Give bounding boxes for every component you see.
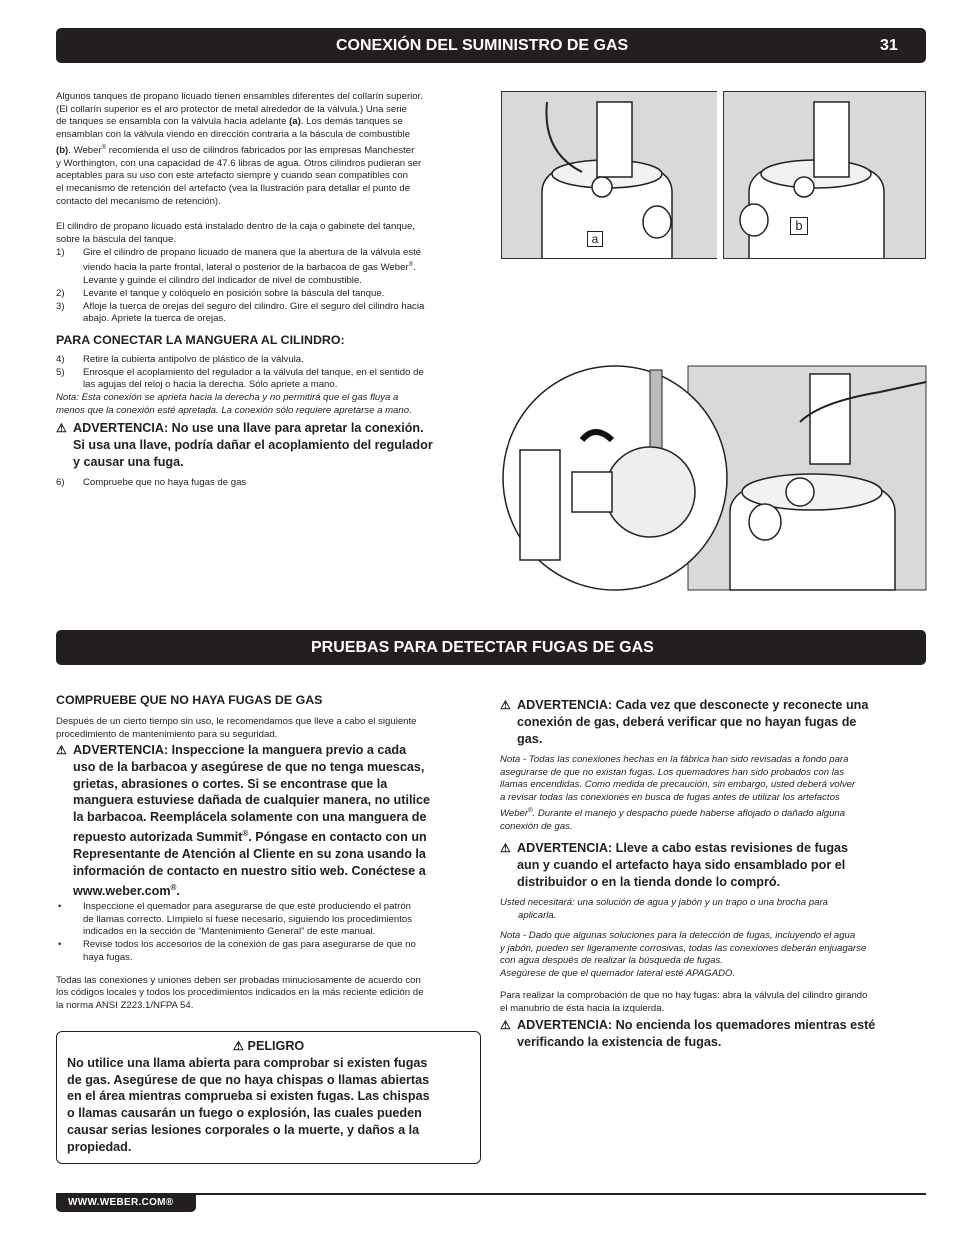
text-line: procedimiento de mantenimiento para su seguridad. [56,728,278,740]
footer-url: WWW.WEBER.COM® [68,1197,174,1208]
label-a: a [587,231,603,247]
text-line: aun y cuando el artefacto haya sido ensamblado por el [517,857,846,872]
text-line: Asegúrese de que el quemador lateral esté APAGADO. [500,968,736,980]
warning-icon: ⚠ [56,421,67,435]
text-line: y Worthington, con una capacidad de 47.6 libras de agua. Otros cilindros pudieran ser [56,157,422,169]
connect-steps [56,354,486,418]
text: Weber [500,808,529,819]
step-number: 6) [56,477,65,488]
text-line: Afloje la tuerca de orejas del seguro del cilindro. Gire el seguro del cilindro hacia [83,300,425,312]
figure-tank-valve-away [723,91,926,259]
text-line: y causar una fuga. [73,454,184,469]
step-number: 1) [56,246,65,258]
text-line: aceptables para su uso con este artefacto siempre y cuando sean compatibles con [56,170,408,182]
text-line: Compruebe que no haya fugas de gas [83,477,247,488]
text-line: Nota - Dado que algunas soluciones para la detección de fugas, incluyendo el agua [500,930,856,941]
text-line: Todas las conexiones y uniones deben ser probadas minuciosamente de acuerdo con [56,974,421,986]
bullet: • [58,939,62,951]
text-line: y jabón, pueden ser ligeramente corrosivas, todas las conexiones deberán enjuagarse [500,942,867,954]
text: de tanques se ensambla con la válvula hacia adelante [56,116,290,128]
step-4 [56,354,486,367]
warning-dealer-assembled [500,840,926,890]
text-line: causar serias lesiones corporales o la muerte, y daños a la [67,1122,420,1137]
registered-mark: ® [101,144,107,151]
section-header-gas-connection [56,28,926,63]
website-text: www.weber.com [73,883,171,898]
note-line: menos que la conexión esté apretada. La conexión sólo requiere apretarse a mano. [56,404,412,416]
text-line: Inspeccione el quemador para asegurarse de que esté produciendo el patrón [83,901,412,912]
text-line: Algunos tanques de propano licuado tienen ensambles diferentes del collarín superior. [56,91,423,102]
text-line: de llamas correcto. Límpielo si fuese necesario, siguiendo los procedimientos [83,913,413,925]
step-number: 2) [56,287,65,299]
text-line: No utilice una llama abierta para comprobar si existen fugas [67,1055,428,1070]
warning-reconnect [500,697,926,747]
warning-icon: ⚠ [500,698,511,712]
text-bold: (b) [56,145,69,156]
text-line: Si usa una llave, podría dañar el acoplamiento del regulador [73,437,433,452]
registered-mark: ® [408,262,414,269]
registered-mark: ® [170,882,177,892]
text-line [500,805,926,821]
step-1 [56,247,486,288]
text-line: conexión de gas, deberá verificar que no hayan fugas de [517,714,857,729]
text-line: asegurarse de que no existan fugas. Los quemadores han sido probados con las [500,766,845,778]
text-line: abajo. Apriete la tuerca de orejas. [83,313,226,325]
label-b: b [790,217,808,235]
step-3 [56,301,486,326]
text-line: en el área mientras comprueba si existen fugas. Las chispas [67,1089,430,1104]
text-line: información de contacto en nuestro sitio web. Conéctese a [73,863,426,878]
text-bold: (a) [289,116,301,128]
text: . [413,262,416,274]
text-line: Retire la cubierta antipolvo de plástico de la válvula. [83,354,304,365]
registered-mark: ® [242,828,249,838]
footer-website-tab [56,1193,196,1212]
text-line: la norma ANSI Z223.1/NFPA 54. [56,999,194,1011]
text-line: manguera estuviese dañada de cualquier manera, no utilice [73,793,430,808]
text-line: Revise todos los accesorios de la conexión de gas para asegurarse de que no [83,939,416,951]
page-number: 31 [880,37,898,54]
text-line: ensamblan con la válvula viendo en dirección contraria a la báscula de combustible [56,129,411,141]
bullet-item [56,939,486,964]
step-6 [56,477,486,490]
you-will-need [500,897,926,922]
text-line: ADVERTENCIA: Inspeccione la manguera previo a cada [73,743,407,757]
text-line: ADVERTENCIA: Lleve a cabo estas revisiones de fugas [517,841,849,855]
registered-mark: ® [528,807,533,814]
warning-icon: ⚠ [56,743,67,757]
intro-text [56,91,486,326]
text: . Weber [68,145,102,156]
corrosive-note [500,930,926,981]
text-line: ADVERTENCIA: No use una llave para apretar la conexión. [73,421,424,435]
text: PELIGRO [247,1039,305,1053]
text-line: la barbacoa. Reemplácela solamente con una manguera de [73,810,427,825]
text-line: contacto del mecanismo de retención). [56,195,221,207]
warning-icon: ⚠ [500,1018,511,1032]
text-line: Para realizar la comprobación de que no hay fugas: abra la válvula del cilindro girando [500,990,868,1001]
text-line: gas. [517,731,543,746]
check-leaks-intro [56,716,486,741]
text-line: Levante el tanque y colóquelo en posición sobre la báscula del tanque. [83,287,385,299]
leak-check-instructions [500,990,926,1015]
step-2 [56,288,486,301]
text-line: las agujas del reloj o hacia la derecha. Sólo apriete a mano. [83,379,338,391]
text-line: indicados en la sección de “Mantenimiento General” de este manual. [83,926,376,938]
section-title: CONEXIÓN DEL SUMINISTRO DE GAS [336,37,629,54]
section-title: PRUEBAS PARA DETECTAR FUGAS DE GAS [311,639,654,656]
text-line [83,259,421,275]
bullet-item [56,901,486,939]
text-line: grietas, abrasiones o cortes. Si se encontrase que la [73,776,388,791]
text-line: Nota - Todas las conexiones hechas en la fábrica han sido revisadas a fondo para [500,754,849,765]
factory-note [500,754,926,833]
text: recomienda el uso de cilindros fabricados por las empresas Manchester [106,145,415,156]
warning-icon: ⚠ [232,1039,245,1053]
text-line: uso de la barbacoa y asegúrese de que no tenga muescas, [73,759,425,774]
text-line: Enrosque el acoplamiento del regulador a la válvula del tanque, en el sentido de [83,366,424,378]
warning-no-wrench [56,420,486,470]
text-line: Representante de Atención al Cliente en su zona usando la [73,846,426,861]
text: . Los demás tanques se [300,116,403,128]
connect-hose-heading: PARA CONECTAR LA MANGUERA AL CILINDRO: [56,333,345,347]
warning-icon: ⚠ [500,841,511,855]
warning-no-ignite [500,1017,926,1051]
warning-inspect-hose [56,742,486,900]
text-line: propiedad. [67,1139,132,1154]
text-line: ADVERTENCIA: No encienda los quemadores mientras esté [517,1018,876,1032]
text-line: llamas encendidas. Como medida de precaución, sin embargo, usted deberá volver [500,779,856,791]
text: . Póngase en contacto con un [248,830,427,845]
text-line: los códigos locales y todos los procedimientos indicados en la más reciente edición de [56,987,424,999]
text: . Durante el manejo y despacho puede haberse aflojado o dañado alguna [532,808,846,819]
step-5 [56,367,486,392]
text-line: de gas. Asegúrese de que no haya chispas o llamas abiertas [67,1072,430,1087]
text-line: Gire el cilindro de propano licuado de manera que la abertura de la válvula esté [83,246,422,258]
tank-illustration-a [502,92,717,259]
step-number: 5) [56,366,65,378]
bullet: • [58,901,62,912]
text-line: el manubrio de ésta hacia la izquierda. [500,1002,665,1014]
text: . [176,883,180,898]
text: repuesto autorizada Summit [73,830,243,845]
step-number: 4) [56,354,65,365]
figure-tank-valve-forward [501,91,717,259]
note-line: Nota: Esta conexión se aprieta hacia la derecha y no permitirá que el gas fluya a [56,392,399,404]
text-line: conexión de gas. [500,820,573,832]
text-line [56,142,486,158]
text-line: ADVERTENCIA: Cada vez que desconecte y reconecte una [517,698,869,712]
text-line: El cilindro de propano licuado está instalado dentro de la caja o gabinete del tanque, [56,221,415,233]
text-line: el mecanismo de retención del artefacto (vea la Ilustración para detallar el punto de [56,183,411,195]
text-line: a revisar todas las conexiones en busca de fugas antes de utilizar los artefactos [500,792,840,804]
tank-illustration-b [724,92,926,259]
text-line: con agua después de realizar la búsqueda de fugas. [500,955,723,967]
text-line: sobre la báscula del tanque. [56,233,177,245]
step-number: 3) [56,300,65,312]
check-leaks-bullets [56,901,486,1013]
figure-regulator-detail [500,362,930,594]
danger-box [56,1031,481,1164]
text-line: distribuidor o en la tienda donde lo compró. [517,874,781,889]
text-line: verificando la existencia de fugas. [517,1034,722,1049]
regulator-connection-illustration [500,362,930,594]
text-line: o llamas causarán un fuego o explosión, las cuales pueden [67,1106,422,1121]
danger-title [67,1038,470,1055]
text-line: (El collarín superior es el aro protector de metal alrededor de la válvula.) Una serie [56,103,407,115]
text-line: Después de un cierto tiempo sin uso, le recomendamos que lleve a cabo el siguiente [56,716,417,727]
section-header-leak-tests [56,630,926,665]
text-line: Usted necesitará: una solución de agua y jabón y un trapo o una brocha para [500,897,829,908]
text-line [56,116,486,129]
check-leaks-heading: COMPRUEBE QUE NO HAYA FUGAS DE GAS [56,693,323,707]
text: viendo hacia la parte frontal, lateral o posterior de la barbacoa de gas Weber [83,262,409,274]
text-line: Levante y guinde el cilindro del indicador de nivel de combustible. [83,275,362,287]
text-line: haya fugas. [83,951,133,963]
text-line: aplicarla. [518,909,557,921]
